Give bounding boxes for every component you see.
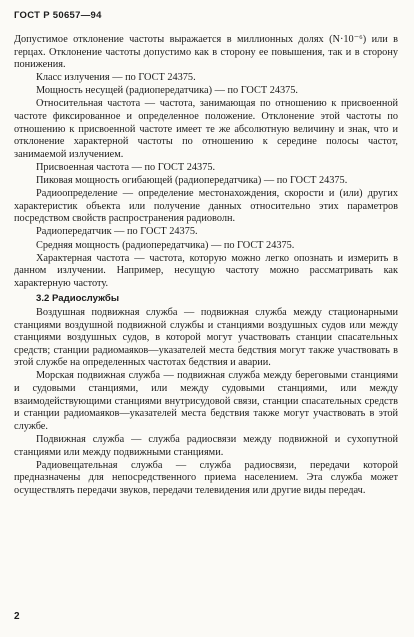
paragraph: Пиковая мощность огибающей (радиопередатчика) — по ГОСТ 24375. bbox=[36, 175, 348, 187]
body-text bbox=[14, 34, 398, 498]
paragraph: Класс излучения — по ГОСТ 24375. bbox=[36, 72, 196, 84]
paragraph: Относительная частота — частота, занимающая по отношению к присвоенной частоте фиксированное и определенное положение. Отклонение этой частоты по отношению к присвоенной частоте имеет те же абсолютную величину и знак, что и отклонение характерной частоты по отношению к середине полосы частот, занимаемой излучением. bbox=[14, 98, 398, 160]
page-header: ГОСТ Р 50657—94 bbox=[14, 10, 102, 21]
section-heading bbox=[14, 293, 398, 306]
paragraph: Морская подвижная служба — подвижная служба между береговыми станциями и судовыми станциями, или между судовыми станциями, или между взаимодействующими станциями внутрисудовой связи, станции спасательных средств и станции радиомаяков—указателей места бедствия также могут участвовать в этой службе. bbox=[14, 370, 398, 432]
paragraph: Характерная частота — частота, которую можно легко опознать и измерить в данном излучении. Например, несущую частоту можно рассматривать как характерную частоту. bbox=[14, 252, 398, 289]
page-number: 2 bbox=[14, 611, 20, 622]
paragraph: Воздушная подвижная служба — подвижная служба между стационарными станциями воздушной подвижной службы и станциями воздушных судов или между станциями воздушных судов, в которой могут участвовать станции спасательных средств; станции радиомаяков—указателей места бедствия могут также участвовать в этой службе на определенных частотах бедствия и аварии. bbox=[14, 306, 398, 369]
paragraph: Допустимое отклонение частоты выражается в миллионных долях (N·10⁻⁶) или в герцах. Отклонение частоты допустимо как в сторону ее повышения, так и в сторону понижения. bbox=[14, 34, 398, 71]
section-heading-text: 3.2 Радиослужбы bbox=[36, 293, 120, 305]
paragraph: Присвоенная частота — по ГОСТ 24375. bbox=[36, 161, 216, 173]
paragraph: Радиоопределение — определение местонахождения, скорости и (или) других характеристик объекта или получение данных относительно этих параметров посредством свойств распространения радиоволн. bbox=[14, 188, 398, 225]
paragraph: Подвижная служба — служба радиосвязи между подвижной и сухопутной станциями или между подвижными станциями. bbox=[14, 433, 398, 458]
paragraph: Мощность несущей (радиопередатчика) — по ГОСТ 24375. bbox=[36, 85, 299, 97]
paragraph: Радиопередатчик — по ГОСТ 24375. bbox=[36, 226, 198, 238]
paragraph: Радиовещательная служба — служба радиосвязи, передачи которой предназначены для непосредственного приема населением. Эта служба может осуществлять передачи звуков, передачи телевидения или другие виды передач. bbox=[14, 459, 398, 496]
paragraph: Средняя мощность (радиопередатчика) — по ГОСТ 24375. bbox=[36, 239, 295, 251]
